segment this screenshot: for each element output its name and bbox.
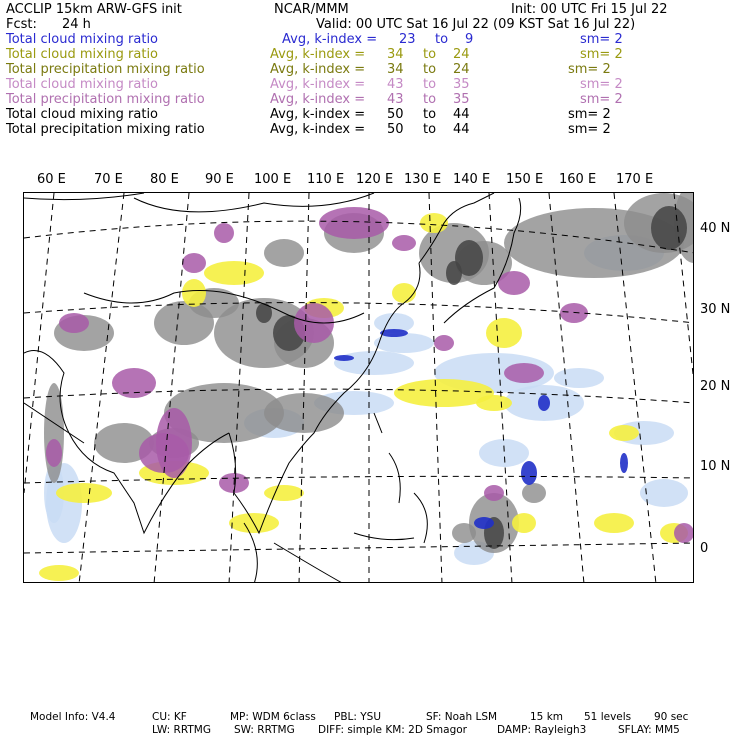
high-cloud-area [264, 239, 304, 267]
lon-label: 70 E [94, 172, 123, 187]
legend-sm: sm= 2 [580, 77, 623, 92]
resolution: 15 km [530, 711, 564, 723]
purple-precip-area [319, 207, 389, 239]
purple-precip-area [182, 253, 206, 273]
legend-avg: Avg, k-index = [270, 62, 366, 77]
purple-precip-area [560, 303, 588, 323]
legend-k-from: 43 [387, 92, 404, 107]
fcst-label: Fcst: [6, 17, 37, 32]
legend-avg: Avg, k-index = [270, 77, 366, 92]
lon-label: 120 E [356, 172, 394, 187]
yellow-precip-area [39, 565, 79, 581]
dense-cloud-core [651, 206, 687, 250]
legend-avg: Avg, k-index = [270, 47, 366, 62]
legend-row [6, 122, 736, 137]
legend-k-to: 9 [465, 32, 474, 47]
init-time: Init: 00 UTC Fri 15 Jul 22 [511, 2, 668, 17]
legend-field: Total precipitation mixing ratio [6, 92, 205, 107]
cloud-fields [39, 193, 694, 581]
low-cloud-area [374, 333, 434, 353]
legend-sm: sm= 2 [580, 32, 623, 47]
damp-scheme: DAMP: Rayleigh3 [497, 724, 587, 736]
blue-cloud-streak [334, 355, 354, 361]
legend-to: to [423, 122, 437, 137]
legend-sm: sm= 2 [580, 47, 623, 62]
legend-to: to [423, 92, 437, 107]
legend-k-to: 35 [453, 77, 470, 92]
legend-k-to: 24 [453, 62, 470, 77]
blue-cloud-streak [521, 461, 537, 485]
map-panel [23, 192, 694, 583]
pbl-scheme: PBL: YSU [334, 711, 382, 723]
low-cloud-area [554, 368, 604, 388]
lon-label: 160 E [559, 172, 597, 187]
lon-label: 80 E [150, 172, 179, 187]
valid-time: Valid: 00 UTC Sat 16 Jul 22 (09 KST Sat 16 Jul 22) [316, 17, 636, 32]
legend-field: Total precipitation mixing ratio [6, 62, 205, 77]
legend-to: to [435, 32, 449, 47]
lat-label: 0 [700, 541, 709, 556]
plot-title: ACCLIP 15km ARW-GFS init [6, 2, 182, 17]
blue-cloud-streak [620, 453, 628, 473]
legend-k-from: 23 [399, 32, 416, 47]
lon-label: 130 E [404, 172, 442, 187]
legend-k-to: 24 [453, 47, 470, 62]
model-info: Model Info: V4.4 [30, 711, 116, 723]
purple-precip-area [484, 485, 504, 501]
legend-row [6, 77, 736, 92]
map-canvas [24, 193, 694, 583]
yellow-precip-area [264, 485, 304, 501]
lon-label: 150 E [506, 172, 544, 187]
lon-label: 60 E [37, 172, 66, 187]
legend-avg: Avg, k-index = [282, 32, 378, 47]
philippines-coast [374, 413, 427, 543]
lon-label: 170 E [616, 172, 654, 187]
yellow-precip-area [56, 483, 112, 503]
legend-to: to [423, 107, 437, 122]
high-cloud-area [522, 483, 546, 503]
timestep: 90 sec [654, 711, 689, 723]
northern-border [24, 193, 374, 212]
legend-field: Total cloud mixing ratio [6, 47, 159, 62]
legend-to: to [423, 47, 437, 62]
yellow-precip-area [476, 395, 512, 411]
purple-precip-area [46, 439, 62, 467]
fcst-value: 24 h [62, 17, 91, 32]
purple-precip-area [214, 223, 234, 243]
sf-scheme: SF: Noah LSM [426, 711, 498, 723]
purple-precip-area [59, 313, 89, 333]
legend-sm: sm= 2 [568, 107, 611, 122]
high-cloud-area [264, 393, 344, 433]
yellow-precip-area [392, 283, 416, 303]
legend-sm: sm= 2 [568, 122, 611, 137]
yellow-precip-area [512, 513, 536, 533]
levels: 51 levels [584, 711, 632, 723]
lat-label: 30 N [700, 302, 731, 317]
legend-k-from: 43 [387, 77, 404, 92]
cu-scheme: CU: KF [152, 711, 187, 723]
borneo-coast [274, 543, 344, 583]
legend-sm: sm= 2 [568, 62, 611, 77]
purple-precip-area [112, 368, 156, 398]
source-label: NCAR/MMM [274, 2, 349, 17]
yellow-precip-area [182, 279, 206, 307]
blue-cloud-streak [474, 517, 494, 529]
lon-label: 140 E [453, 172, 491, 187]
legend-to: to [423, 62, 437, 77]
diff-scheme: DIFF: simple KM: 2D Smagor [318, 724, 467, 736]
legend-k-to: 44 [453, 107, 470, 122]
purple-precip-area [434, 335, 454, 351]
lw-scheme: LW: RRTMG [152, 724, 211, 736]
yellow-precip-area [594, 513, 634, 533]
legend-k-to: 44 [453, 122, 470, 137]
lat-label: 40 N [700, 221, 731, 236]
yellow-precip-area [609, 425, 639, 441]
lon-label: 90 E [205, 172, 234, 187]
legend-field: Total cloud mixing ratio [6, 77, 159, 92]
legend-to: to [423, 77, 437, 92]
high-cloud-area [44, 383, 64, 483]
purple-precip-area [498, 271, 530, 295]
legend-avg: Avg, k-index = [270, 122, 366, 137]
legend-avg: Avg, k-index = [270, 92, 366, 107]
legend-k-from: 34 [387, 62, 404, 77]
legend-field: Total cloud mixing ratio [6, 107, 159, 122]
latitude-line [24, 303, 694, 323]
lon-label: 110 E [307, 172, 345, 187]
legend-row [6, 32, 736, 47]
legend-k-from: 34 [387, 47, 404, 62]
lat-label: 20 N [700, 379, 731, 394]
high-cloud-area [452, 523, 476, 543]
yellow-precip-area [204, 261, 264, 285]
lat-label: 10 N [700, 459, 731, 474]
legend-field: Total precipitation mixing ratio [6, 122, 205, 137]
purple-precip-area [392, 235, 416, 251]
lon-label: 100 E [254, 172, 292, 187]
sflay-scheme: SFLAY: MM5 [618, 724, 680, 736]
longitude-line [154, 193, 189, 583]
legend-row [6, 62, 736, 77]
legend-k-from: 50 [387, 107, 404, 122]
sw-scheme: SW: RRTMG [234, 724, 295, 736]
legend-k-to: 35 [453, 92, 470, 107]
dense-cloud-core [446, 261, 462, 285]
mp-scheme: MP: WDM 6class [230, 711, 316, 723]
legend-k-from: 50 [387, 122, 404, 137]
legend-field: Total cloud mixing ratio [6, 32, 159, 47]
yellow-precip-area [486, 318, 522, 348]
legend-row [6, 47, 736, 62]
blue-cloud-streak [538, 395, 550, 411]
legend-sm: sm= 2 [580, 92, 623, 107]
purple-precip-area [674, 523, 694, 543]
legend-row [6, 107, 736, 122]
latitude-line [24, 476, 694, 483]
low-cloud-area [479, 439, 529, 467]
purple-precip-area [504, 363, 544, 383]
latitude-line [24, 543, 694, 553]
purple-precip-area [156, 408, 192, 478]
legend-avg: Avg, k-index = [270, 107, 366, 122]
legend-row [6, 92, 736, 107]
maritime-coast [244, 523, 414, 583]
